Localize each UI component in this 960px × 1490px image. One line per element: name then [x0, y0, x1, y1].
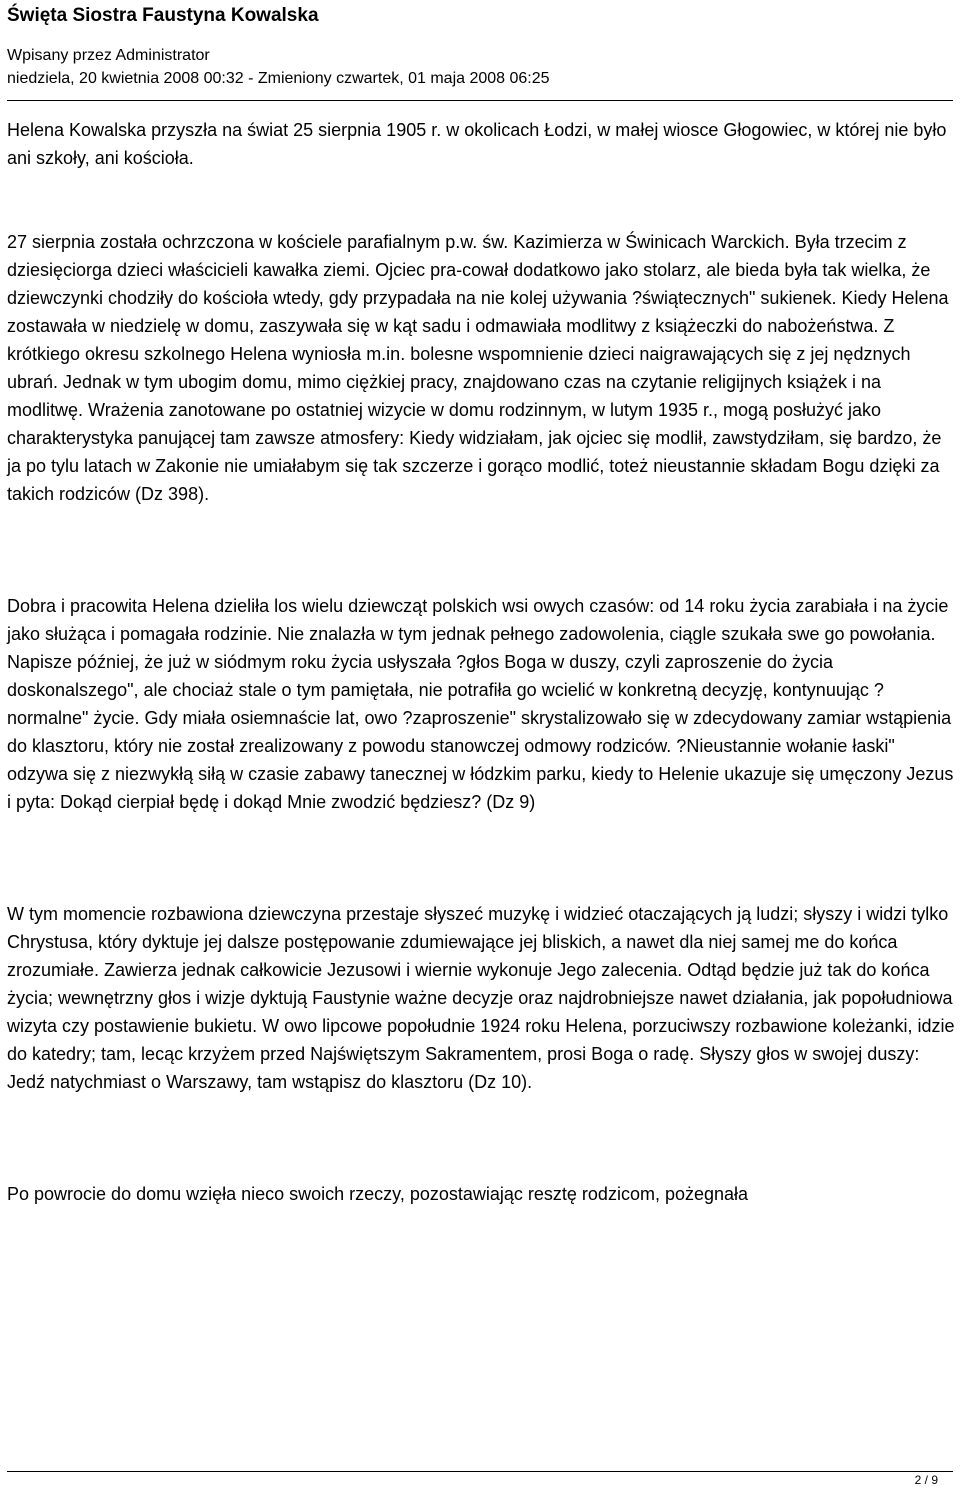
paragraph-5: Po powrocie do domu wzięła nieco swoich rzeczy, pozostawiając resztę rodzicom, pożegnała — [7, 1184, 749, 1204]
header-divider — [7, 100, 953, 101]
paragraph-2: 27 sierpnia została ochrzczona w kościele parafialnym p.w. św. Kazimierza w Świnicach Warckich. Była trzecim z dziesięciorga dzieci właścicieli kawałka ziemi. Ojciec pra-cował dodatkowo jako stolarz, ale bieda była tak wielka, że dziewczynki chodziły do kościoła wtedy, gdy przypadała na nie kolej używania ?świątecznych" sukienek. Kiedy Helena zostawała w niedzielę w domu, zaszywała się w kąt sadu i odmawiała modlitwy z książeczki do nabożeństwa. Z krótkiego okresu szkolnego Helena wyniosła m.in. bolesne wspomnienie dzieci naigrawających się z jej nędznych ubrań. Jednak w tym ubogim domu, mimo ciężkiej pracy, znajdowano czas na czytanie religijnych książek i na modlitwę. Wrażenia zanotowane po ostatniej wizycie w domu rodzinnym, w lutym 1935 r., mogą posłużyć jako charakterystyka panującej tam zawsze atmosfery: Kiedy widziałam, jak ojciec się modlił, zawstydziłam, się bardzo, że ja po tylu latach w Zakonie nie umiałabym się tak szczerze i gorąco modlić, toteż nieustannie składam Bogu dzięki za takich rodziców (Dz 398). — [7, 232, 949, 504]
page-number: 2 / 9 — [914, 1473, 938, 1487]
author-line: Wpisany przez Administrator — [7, 47, 210, 64]
paragraph-3: Dobra i pracowita Helena dzieliła los wielu dziewcząt polskich wsi owych czasów: od 14 roku życia zarabiała i na życie jako służąca i pomagała rodzinie. Nie znalazła w tym jednak pełnego zadowolenia, ciągle szukała swe go powołania. Napisze później, że już w siódmym roku życia usłyszała ?głos Boga w duszy, czyli zaproszenie do życia doskonalszego", ale chociaż stale o tym pamiętała, nie potrafiła go wcielić w konkretną decyzję, kontynuując ?normalne" życie. Gdy miała osiemnaście lat, owo ?zaproszenie" skrystalizowało się w zdecydowany zamiar wstąpienia do klasztoru, który nie został zrealizowany z powodu stanowczej odmowy rodziców. ?Nieustannie wołanie łaski" odzywa się z niezwykłą siłą w czasie zabawy tanecznej w łódzkim parku, kiedy to Helenie ukazuje się umęczony Jezus i pyta: Dokąd cierpiał będę i dokąd Mnie zwodzić będziesz? (Dz 9) — [7, 596, 954, 812]
paragraph-1: Helena Kowalska przyszła na świat 25 sierpnia 1905 r. w okolicach Łodzi, w małej wiosce Głogowiec, w której nie było ani szkoły, ani kościoła. — [7, 120, 947, 168]
article-title: Święta Siostra Faustyna Kowalska — [7, 5, 319, 26]
document-header — [7, 0, 947, 90]
article-body — [7, 116, 955, 1208]
footer-divider — [7, 1471, 953, 1472]
paragraph-4: W tym momencie rozbawiona dziewczyna przestaje słyszeć muzykę i widzieć otaczających ją ludzi; słyszy i widzi tylko Chrystusa, który dyktuje jej dalsze postępowanie zdumiewające jej bliskich, a nawet dla niej samej me do końca zrozumiałe. Zawierza jednak całkowicie Jezusowi i wiernie wykonuje Jego zalecenia. Odtąd będzie już tak do końca życia; wewnętrzny głos i wizje dyktują Faustynie ważne decyzje oraz najdrobniejsze nawet działania, jak popołudniowa wizyta czy postawienie bukietu. W owo lipcowe popołudnie 1924 roku Helena, porzuciwszy rozbawione koleżanki, idzie do katedry; tam, lecąc krzyżem przed Najświętszym Sakramentem, prosi Boga o radę. Słyszy głos w swojej duszy: Jedź natychmiast o Warszawy, tam wstąpisz do klasztoru (Dz 10). — [7, 904, 955, 1092]
date-line: niedziela, 20 kwietnia 2008 00:32 - Zmieniony czwartek, 01 maja 2008 06:25 — [7, 70, 550, 87]
